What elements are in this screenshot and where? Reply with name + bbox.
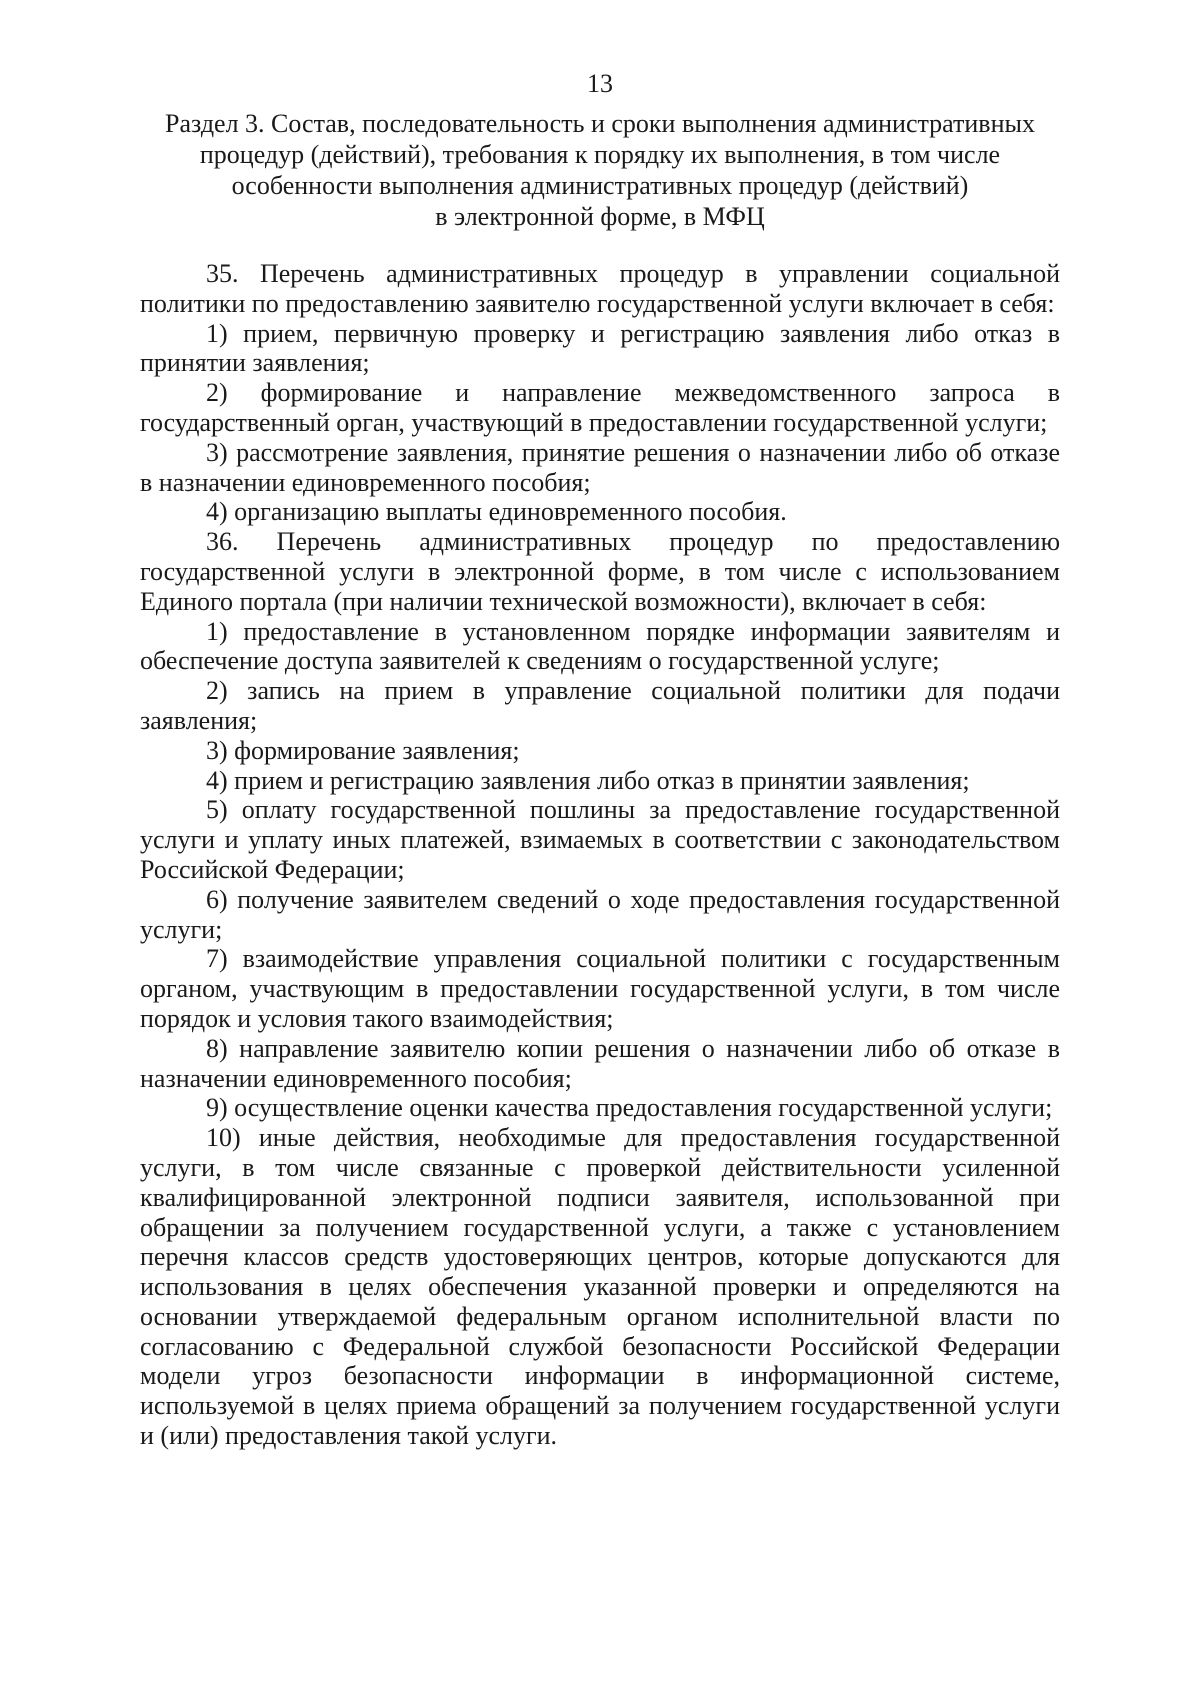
document-body: [140, 259, 1060, 1451]
clause-36-item-9: 9) осуществление оценки качества предоставления государственной услуги;: [206, 1093, 1053, 1123]
clause-36-item-4: 4) прием и регистрацию заявления либо отказ в принятии заявления;: [206, 765, 970, 795]
clause-35-item-3: 3) рассмотрение заявления, принятие решения о назначении либо об отказе в назначении единовременного пособия;: [140, 437, 1060, 497]
clause-36-item-2: 2) запись на прием в управление социальной политики для подачи заявления;: [140, 676, 1060, 735]
section-title-line: Раздел 3. Состав, последовательность и сроки выполнения административных: [165, 109, 1035, 138]
section-title: [140, 108, 1060, 232]
clause-36-item-7: 7) взаимодействие управления социальной политики с государственным органом, участвующим в предоставлении государственной услуги, в том числе порядок и условия такого взаимодействия;: [140, 944, 1060, 1033]
clause-36: 36. Перечень административных процедур по предоставлению государственной услуги в электронной форме, в том числе с использованием Единого портала (при наличии технической возможности), включает в себя:: [140, 527, 1060, 616]
clause-36-item-8: 8) направление заявителю копии решения о назначении либо об отказе в назначении единовременного пособия;: [140, 1033, 1060, 1093]
section-title-line: процедур (действий), требования к порядку их выполнения, в том числе: [199, 140, 1001, 169]
clause-35-item-2: 2) формирование и направление межведомственного запроса в государственный орган, участвующий в предоставлении государственной услуги;: [140, 378, 1060, 437]
clause-36-item-1: 1) предоставление в установленном порядке информации заявителям и обеспечение доступа заявителей к сведениям о государственной услуге;: [140, 616, 1060, 676]
document-page: [140, 66, 1060, 1451]
clause-36-item-5: 5) оплату государственной пошлины за предоставление государственной услуги и уплату иных платежей, взимаемых в соответствии с законодательством Российской Федерации;: [140, 795, 1060, 884]
clause-35: 35. Перечень административных процедур в управлении социальной политики по предоставлению заявителю государственной услуги включает в себя:: [140, 259, 1060, 318]
section-title-line: в электронной форме, в МФЦ: [435, 202, 765, 231]
clause-36-item-3: 3) формирование заявления;: [206, 735, 520, 765]
clause-36-item-10: 10) иные действия, необходимые для предоставления государственной услуги, в том числе связанные с проверкой действительности усиленной квалифицированной электронной подписи заявителя, использованной при обращении за получением государственной услуги, а также с установлением перечня классов средств удостоверяющих центров, которые допускаются для использования в целях обеспечения указанной проверки и определяются на основании утверждаемой федеральным органом исполнительной власти по согласованию с Федеральной службой безопасности Российской Федерации модели угроз безопасности информации в информационной системе, используемой в целях приема обращений за получением государственной услуги и (или) предоставления такой услуги.: [140, 1123, 1060, 1451]
page-number: 13: [587, 69, 613, 98]
section-title-line: особенности выполнения административных процедур (действий): [231, 171, 969, 200]
clause-35-item-4: 4) организацию выплаты единовременного пособия.: [206, 497, 787, 527]
clause-36-item-6: 6) получение заявителем сведений о ходе предоставления государственной услуги;: [140, 884, 1060, 944]
clause-35-item-1: 1) прием, первичную проверку и регистрацию заявления либо отказ в принятии заявления;: [140, 318, 1060, 378]
